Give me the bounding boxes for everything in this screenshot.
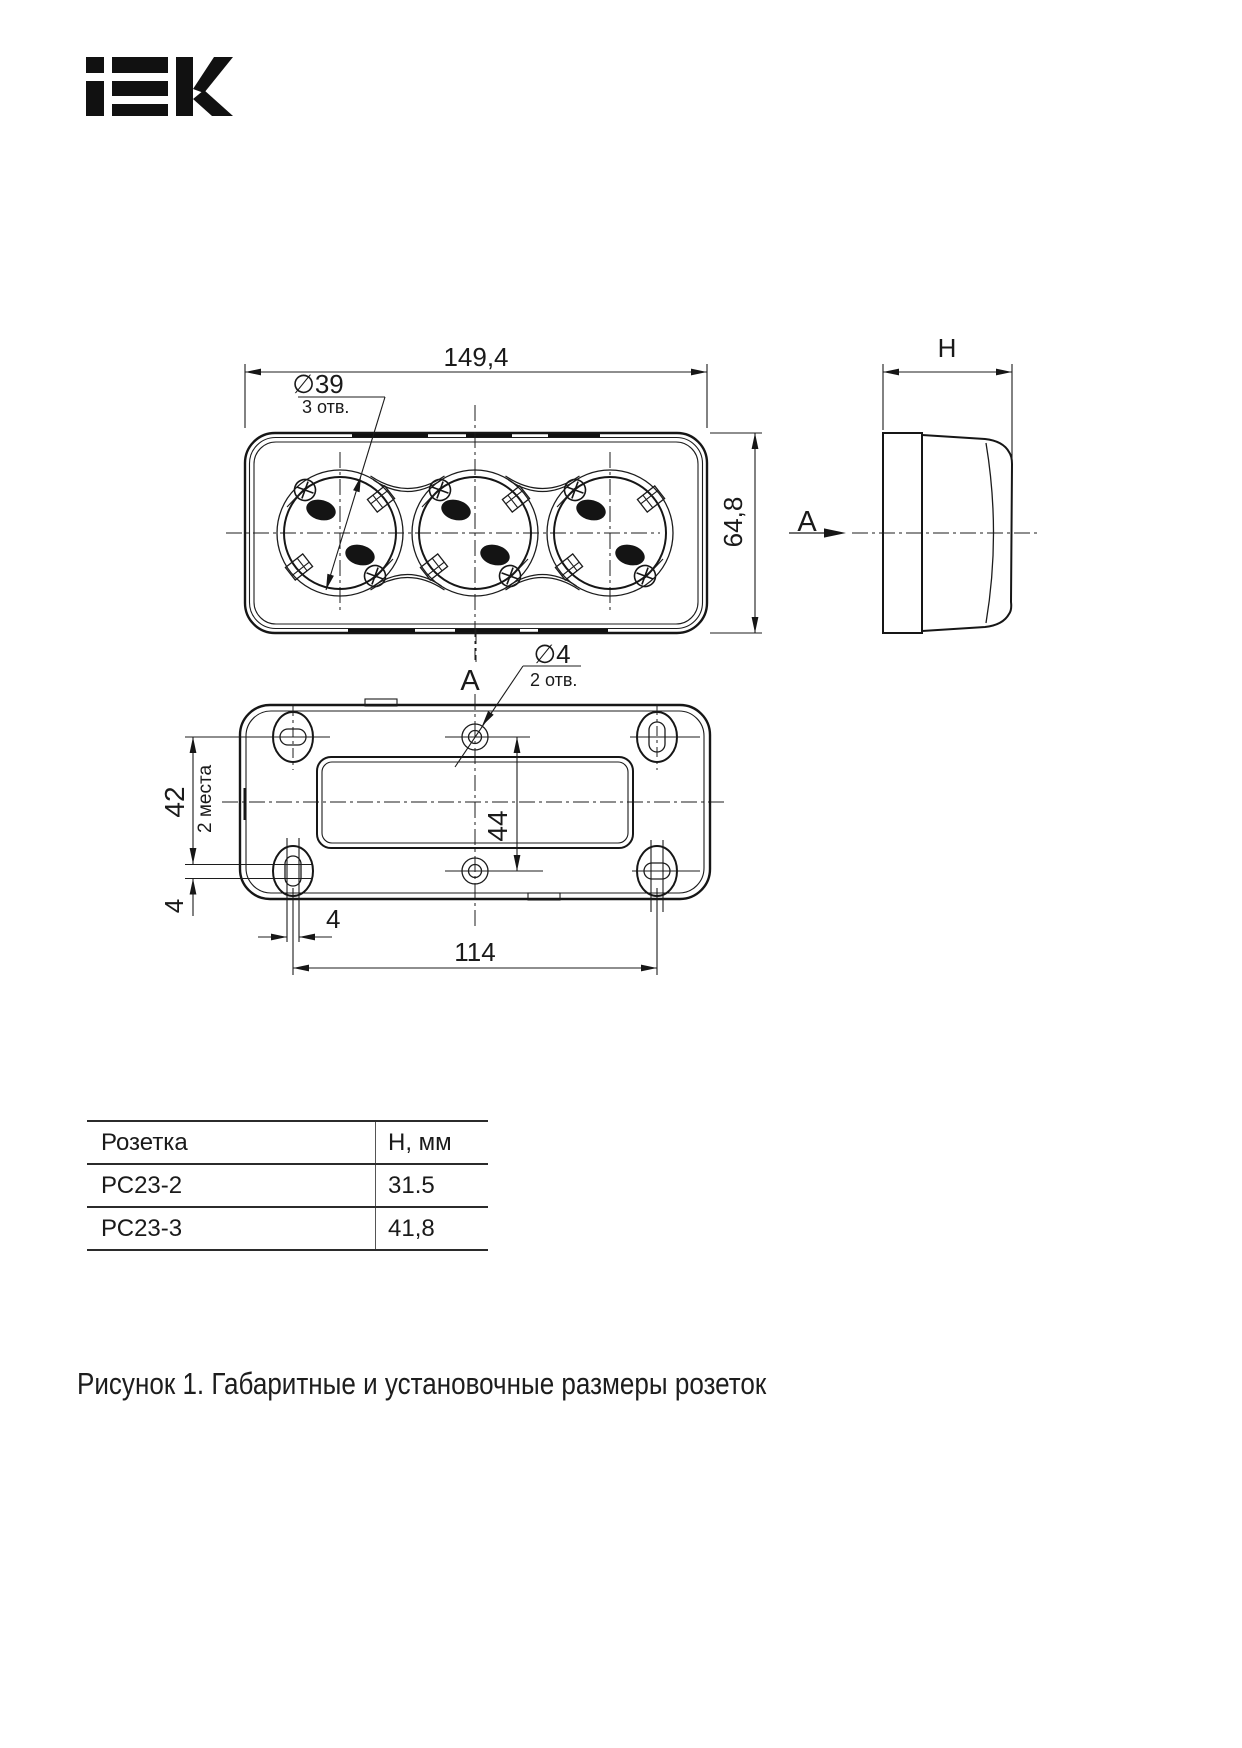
figure-caption: Рисунок 1. Габаритные и установочные размеры розеток <box>77 1366 767 1401</box>
view-arrow-label: A <box>797 506 817 538</box>
table-cell-height: 41,8 <box>375 1208 488 1249</box>
socket-height-table <box>87 1120 488 1251</box>
back-hole-count: 2 отв. <box>530 670 578 690</box>
dim-height <box>710 433 762 633</box>
table-cell-model: РС23-3 <box>101 1214 183 1242</box>
dim-114-value: 114 <box>454 937 496 967</box>
table-header-row <box>87 1120 488 1163</box>
dim-mount-spacing-horizontal <box>293 888 657 975</box>
hole-count-label: 3 отв. <box>302 397 350 417</box>
table-header-height: Н, мм <box>375 1122 488 1163</box>
front-view <box>226 342 762 660</box>
dim-depth-value: H <box>937 333 957 363</box>
table-row <box>87 1163 488 1206</box>
view-arrow-a <box>789 506 846 538</box>
dim-height-value: 64,8 <box>718 496 748 548</box>
table-cell-model: РС23-2 <box>101 1171 183 1199</box>
screw-hole-bottom <box>445 858 543 884</box>
back-hole-diameter: ∅4 <box>533 639 571 669</box>
table-cell-height: 31.5 <box>375 1165 488 1206</box>
back-view <box>159 628 728 975</box>
table-header-socket: Розетка <box>101 1128 188 1156</box>
back-view-label: A <box>460 665 480 697</box>
dim-42-value: 42 <box>159 786 190 818</box>
dim-4v-value: 4 <box>159 898 189 914</box>
dim-width-value: 149,4 <box>443 342 509 372</box>
dim-slot-play-vertical <box>159 865 312 917</box>
hole-diameter-label: ∅39 <box>292 369 344 399</box>
dim-42-note: 2 места <box>195 764 216 834</box>
dim-44-value: 44 <box>482 810 513 842</box>
side-view <box>852 333 1040 633</box>
table-row <box>87 1206 488 1249</box>
dim-4h-value: 4 <box>326 904 341 934</box>
dim-slot-play-horizontal <box>258 838 340 942</box>
